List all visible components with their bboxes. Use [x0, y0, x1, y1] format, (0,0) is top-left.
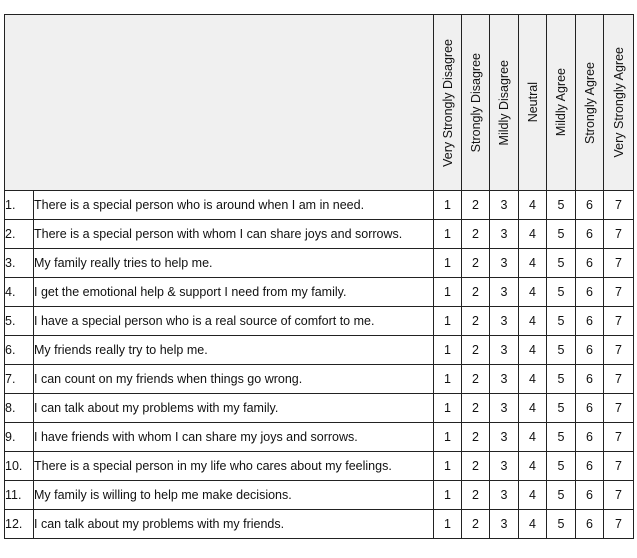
rating-option-7[interactable]: 7: [604, 220, 634, 249]
rating-option-5[interactable]: 5: [547, 510, 576, 539]
rating-scale-table: [4, 14, 634, 539]
rating-option-7[interactable]: 7: [604, 481, 634, 510]
rating-option-1[interactable]: 1: [434, 510, 462, 539]
item-statement: I have friends with whom I can share my joys and sorrows.: [34, 423, 434, 452]
rating-option-7[interactable]: 7: [604, 307, 634, 336]
rating-option-6[interactable]: 6: [576, 278, 604, 307]
rating-option-1[interactable]: 1: [434, 365, 462, 394]
rating-option-3[interactable]: 3: [490, 423, 519, 452]
rating-option-5[interactable]: 5: [547, 365, 576, 394]
rating-option-2[interactable]: 2: [462, 481, 490, 510]
header-scale-2: [462, 15, 490, 191]
table-row: [5, 481, 634, 510]
item-number: 7.: [5, 365, 34, 394]
rating-option-5[interactable]: 5: [547, 220, 576, 249]
rating-option-6[interactable]: 6: [576, 423, 604, 452]
table-row: [5, 191, 634, 220]
rating-option-4[interactable]: 4: [519, 365, 547, 394]
rating-option-5[interactable]: 5: [547, 249, 576, 278]
item-statement: My family really tries to help me.: [34, 249, 434, 278]
item-number: 4.: [5, 278, 34, 307]
rating-option-4[interactable]: 4: [519, 191, 547, 220]
rating-option-4[interactable]: 4: [519, 394, 547, 423]
header-scale-1: [434, 15, 462, 191]
rating-option-4[interactable]: 4: [519, 220, 547, 249]
header-scale-7: [604, 15, 634, 191]
rating-option-2[interactable]: 2: [462, 452, 490, 481]
rating-option-3[interactable]: 3: [490, 336, 519, 365]
item-statement: I can talk about my problems with my family.: [34, 394, 434, 423]
rating-option-2[interactable]: 2: [462, 191, 490, 220]
rating-option-1[interactable]: 1: [434, 278, 462, 307]
rating-option-3[interactable]: 3: [490, 220, 519, 249]
item-statement: There is a special person in my life who cares about my feelings.: [34, 452, 434, 481]
item-number: 2.: [5, 220, 34, 249]
rating-option-1[interactable]: 1: [434, 191, 462, 220]
item-statement: I have a special person who is a real source of comfort to me.: [34, 307, 434, 336]
rating-option-3[interactable]: 3: [490, 452, 519, 481]
rating-option-7[interactable]: 7: [604, 249, 634, 278]
rating-option-5[interactable]: 5: [547, 452, 576, 481]
rating-option-3[interactable]: 3: [490, 278, 519, 307]
rating-option-5[interactable]: 5: [547, 394, 576, 423]
rating-option-6[interactable]: 6: [576, 191, 604, 220]
items-body: [5, 191, 634, 539]
item-statement: I get the emotional help & support I need from my family.: [34, 278, 434, 307]
header-scale-6: [576, 15, 604, 191]
header-scale-3-label: Mildly Disagree: [497, 59, 511, 146]
table-row: [5, 336, 634, 365]
rating-option-3[interactable]: 3: [490, 365, 519, 394]
rating-option-2[interactable]: 2: [462, 307, 490, 336]
rating-option-2[interactable]: 2: [462, 394, 490, 423]
header-scale-2-label: Strongly Disagree: [468, 52, 483, 153]
table-row: [5, 510, 634, 539]
rating-option-3[interactable]: 3: [490, 394, 519, 423]
rating-option-4[interactable]: 4: [519, 423, 547, 452]
rating-option-1[interactable]: 1: [434, 336, 462, 365]
rating-option-4[interactable]: 4: [519, 307, 547, 336]
header-scale-5-label: Mildly Agree: [554, 68, 568, 137]
rating-option-3[interactable]: 3: [490, 510, 519, 539]
rating-option-3[interactable]: 3: [490, 249, 519, 278]
rating-option-6[interactable]: 6: [576, 452, 604, 481]
rating-option-2[interactable]: 2: [462, 365, 490, 394]
header-scale-4: [519, 15, 547, 191]
table-row: [5, 307, 634, 336]
table-row: [5, 249, 634, 278]
header-scale-6-label: Strongly Agree: [582, 61, 597, 144]
item-number: 3.: [5, 249, 34, 278]
item-statement: My family is willing to help me make decisions.: [34, 481, 434, 510]
rating-option-4[interactable]: 4: [519, 278, 547, 307]
table-row: [5, 452, 634, 481]
item-statement: My friends really try to help me.: [34, 336, 434, 365]
rating-option-1[interactable]: 1: [434, 452, 462, 481]
item-number: 10.: [5, 452, 34, 481]
rating-option-6[interactable]: 6: [576, 481, 604, 510]
rating-option-4[interactable]: 4: [519, 510, 547, 539]
rating-option-2[interactable]: 2: [462, 336, 490, 365]
rating-option-4[interactable]: 4: [519, 336, 547, 365]
rating-option-3[interactable]: 3: [490, 307, 519, 336]
item-statement: I can count on my friends when things go wrong.: [34, 365, 434, 394]
rating-option-7[interactable]: 7: [604, 191, 634, 220]
rating-option-7[interactable]: 7: [604, 278, 634, 307]
item-number: 11.: [5, 481, 34, 510]
rating-option-1[interactable]: 1: [434, 249, 462, 278]
rating-option-7[interactable]: 7: [604, 336, 634, 365]
rating-option-2[interactable]: 2: [462, 278, 490, 307]
table-row: [5, 220, 634, 249]
item-number: 8.: [5, 394, 34, 423]
rating-option-6[interactable]: 6: [576, 249, 604, 278]
header-blank-cell: [5, 15, 434, 191]
rating-option-3[interactable]: 3: [490, 191, 519, 220]
rating-option-1[interactable]: 1: [434, 423, 462, 452]
rating-option-2[interactable]: 2: [462, 423, 490, 452]
table-row: [5, 365, 634, 394]
rating-option-7[interactable]: 7: [604, 452, 634, 481]
header-row: [5, 15, 634, 191]
rating-option-6[interactable]: 6: [576, 365, 604, 394]
rating-option-7[interactable]: 7: [604, 365, 634, 394]
rating-option-3[interactable]: 3: [490, 481, 519, 510]
rating-option-4[interactable]: 4: [519, 249, 547, 278]
item-number: 6.: [5, 336, 34, 365]
rating-option-5[interactable]: 5: [547, 481, 576, 510]
rating-option-5[interactable]: 5: [547, 191, 576, 220]
header-scale-5: [547, 15, 576, 191]
rating-option-1[interactable]: 1: [434, 307, 462, 336]
table-row: [5, 423, 634, 452]
item-number: 1.: [5, 191, 34, 220]
item-number: 9.: [5, 423, 34, 452]
rating-option-1[interactable]: 1: [434, 394, 462, 423]
rating-option-6[interactable]: 6: [576, 394, 604, 423]
rating-option-6[interactable]: 6: [576, 220, 604, 249]
item-statement: There is a special person who is around when I am in need.: [34, 191, 434, 220]
item-statement: There is a special person with whom I can share joys and sorrows.: [34, 220, 434, 249]
rating-option-5[interactable]: 5: [547, 423, 576, 452]
header-scale-4-label: Neutral: [525, 82, 540, 123]
rating-option-2[interactable]: 2: [462, 249, 490, 278]
rating-option-1[interactable]: 1: [434, 481, 462, 510]
rating-option-6[interactable]: 6: [576, 510, 604, 539]
rating-option-5[interactable]: 5: [547, 336, 576, 365]
item-number: 12.: [5, 510, 34, 539]
rating-option-5[interactable]: 5: [547, 307, 576, 336]
rating-option-4[interactable]: 4: [519, 452, 547, 481]
item-number: 5.: [5, 307, 34, 336]
header-scale-7-label: Very Strongly Agree: [611, 47, 626, 158]
table-row: [5, 278, 634, 307]
rating-option-5[interactable]: 5: [547, 278, 576, 307]
header-scale-3: [490, 15, 519, 191]
rating-option-6[interactable]: 6: [576, 336, 604, 365]
rating-option-2[interactable]: 2: [462, 510, 490, 539]
rating-option-7[interactable]: 7: [604, 394, 634, 423]
rating-option-7[interactable]: 7: [604, 510, 634, 539]
item-statement: I can talk about my problems with my friends.: [34, 510, 434, 539]
rating-option-7[interactable]: 7: [604, 423, 634, 452]
table-row: [5, 394, 634, 423]
rating-option-2[interactable]: 2: [462, 220, 490, 249]
rating-option-4[interactable]: 4: [519, 481, 547, 510]
header-scale-1-label: Very Strongly Disagree: [440, 38, 455, 167]
rating-option-1[interactable]: 1: [434, 220, 462, 249]
rating-option-6[interactable]: 6: [576, 307, 604, 336]
